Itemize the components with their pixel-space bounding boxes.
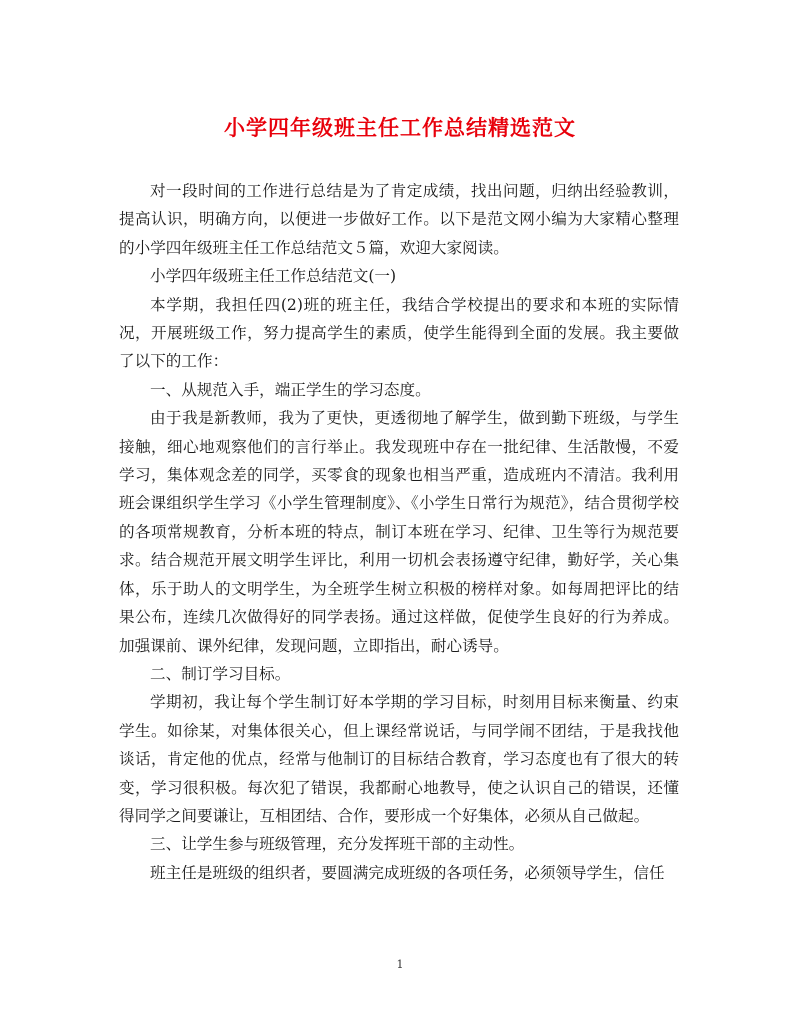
document-body: [119, 177, 679, 887]
body-paragraph: 本学期，我担任四(2)班的班主任，我结合学校提出的要求和本班的实际情况，开展班级工作，努力提高学生的素质，使学生能得到全面的发展。我主要做了以下的工作：: [119, 295, 679, 371]
body-paragraph: 由于我是新教师，我为了更快，更透彻地了解学生，做到勤下班级，与学生接触，细心地观察他们的言行举止。我发现班中存在一批纪律、生活散慢，不爱学习，集体观念差的同学，买零食的现象也相当严重，造成班内不清洁。我利用班会课组织学生学习《小学生管理制度》、《小学生日常行为规范》，结合贯彻学校的各项常规教育，分析本班的特点，制订本班在学习、纪律、卫生等行为规范要求。结合规范开展文明学生评比，利用一切机会表扬遵守纪律，勤好学，关心集体，乐于助人的文明学生，为全班学生树立积极的榜样对象。如每周把评比的结果公布，连续几次做得好的同学表扬。通过这样做，促使学生良好的行为养成。加强课前、课外纪律，发现问题，立即指出，耐心诱导。: [119, 409, 679, 655]
section-heading: 二、制订学习目标。: [150, 664, 291, 683]
page-number: 1: [396, 958, 404, 971]
section-heading: 一、从规范入手，端正学生的学习态度。: [150, 380, 431, 399]
document-title: 小学四年级班主任工作总结精选范文: [224, 115, 576, 140]
body-paragraph: 班主任是班级的组织者，要圆满完成班级的各项任务，必须领导学生，信任: [150, 863, 665, 882]
section-heading: 三、让学生参与班级管理，充分发挥班干部的主动性。: [150, 835, 525, 854]
body-paragraph: 学期初，我让每个学生制订好本学期的学习目标，时刻用目标来衡量、约束学生。如徐某，对集体很关心，但上课经常说话，与同学闹不团结，于是我找他谈话，肯定他的优点，经常与他制订的目标结合教育，学习态度也有了很大的转变，学习很积极。每次犯了错误，我都耐心地教导，使之认识自己的错误，还懂得同学之间要谦让，互相团结、合作，要形成一个好集体，必须从自己做起。: [119, 693, 679, 825]
intro-paragraph: 对一段时间的工作进行总结是为了肯定成绩，找出问题，归纳出经验教训，提高认识，明确方向，以便进一步做好工作。以下是范文网小编为大家精心整理的小学四年级班主任工作总结范文５篇，欢迎大家阅读。: [119, 182, 679, 257]
section-heading: 小学四年级班主任工作总结范文(一): [150, 267, 397, 286]
